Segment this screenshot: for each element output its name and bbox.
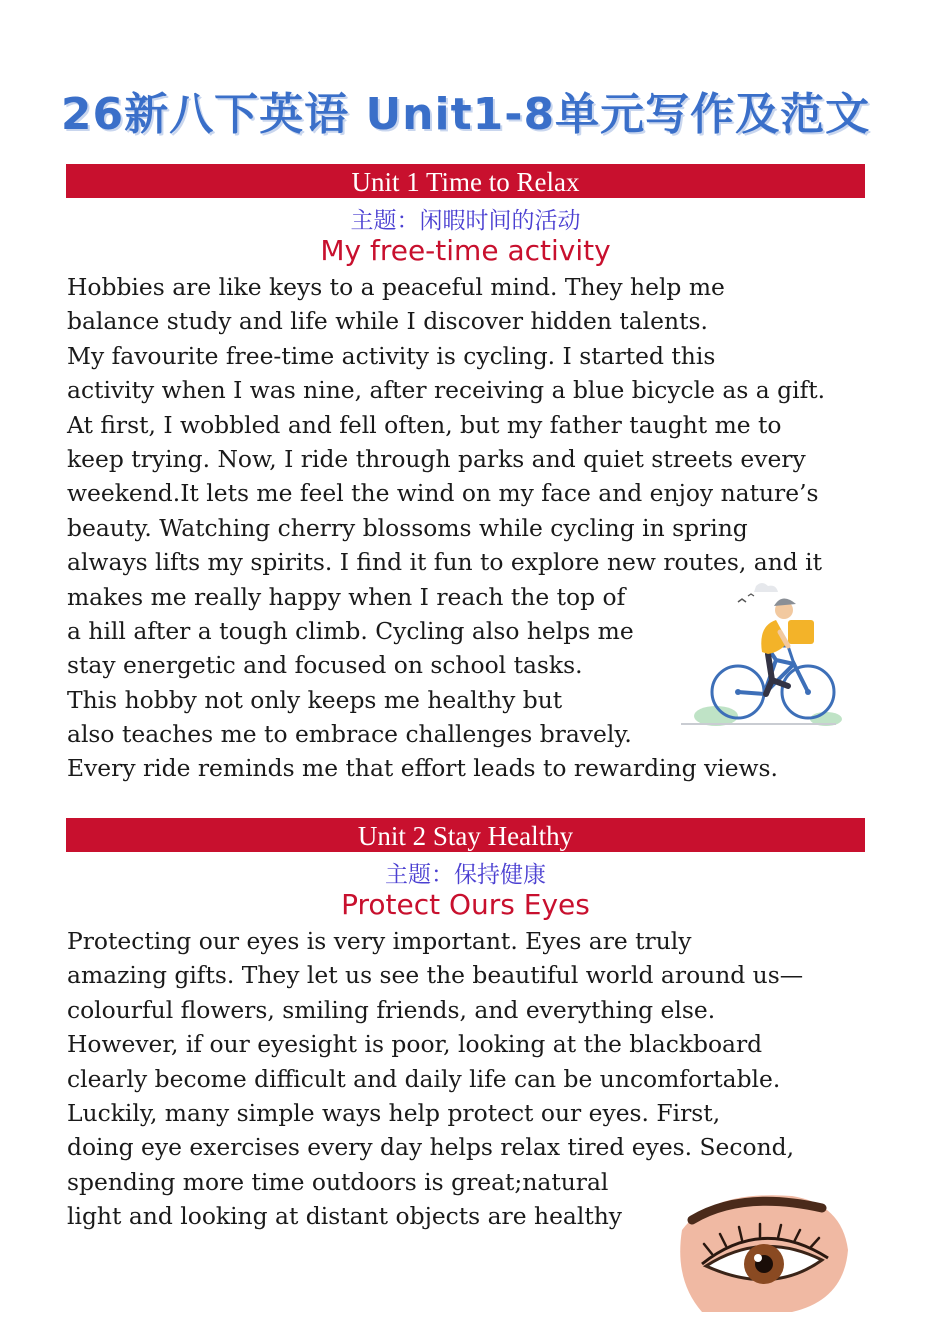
eye-illustration-icon bbox=[672, 1190, 852, 1314]
essay-line: This hobby not only keeps me healthy but bbox=[67, 685, 563, 714]
essay-line: stay energetic and focused on school tasks. bbox=[67, 651, 583, 680]
essay-line: light and looking at distant objects are healthy bbox=[67, 1202, 623, 1231]
essay-line: My favourite free-time activity is cycling. I started this bbox=[67, 341, 716, 370]
unit2-header-bar: Unit 2 Stay Healthy bbox=[66, 818, 865, 852]
essay-line: makes me really happy when I reach the top of bbox=[67, 582, 626, 611]
essay-line: Luckily, many simple ways help protect our eyes. First, bbox=[67, 1098, 721, 1127]
unit2-essay-body bbox=[67, 924, 803, 1234]
essay-line: doing eye exercises every day helps relax tired eyes. Second, bbox=[67, 1133, 795, 1162]
essay-line: At first, I wobbled and fell often, but my father taught me to bbox=[67, 410, 782, 439]
essay-line: clearly become difficult and daily life can be uncomfortable. bbox=[67, 1064, 781, 1093]
page-title: 26新八下英语 Unit1-8单元写作及范文 bbox=[60, 89, 871, 140]
essay-line: a hill after a tough climb. Cycling also helps me bbox=[67, 616, 634, 645]
essay-line: Every ride reminds me that effort leads to rewarding views. bbox=[67, 754, 778, 783]
unit1-header-bar: Unit 1 Time to Relax bbox=[66, 164, 865, 198]
essay-line: amazing gifts. They let us see the beautiful world around us— bbox=[67, 961, 804, 990]
essay-line: activity when I was nine, after receiving a blue bicycle as a gift. bbox=[67, 376, 826, 405]
essay-line: always lifts my spirits. I find it fun to explore new routes, and it bbox=[67, 548, 823, 577]
essay-line: spending more time outdoors is great;natural bbox=[67, 1167, 609, 1196]
essay-line: keep trying. Now, I ride through parks and quiet streets every bbox=[67, 444, 806, 473]
essay-line: balance study and life while I discover hidden talents. bbox=[67, 307, 708, 336]
unit1-topic: 主题：闲暇时间的活动 bbox=[350, 208, 581, 234]
essay-line: Hobbies are like keys to a peaceful mind. They help me bbox=[67, 273, 725, 301]
essay-line: Protecting our eyes is very important. Eyes are truly bbox=[67, 927, 692, 955]
essay-line: beauty. Watching cherry blossoms while cycling in spring bbox=[67, 513, 748, 542]
unit2-essay-title: Protect Ours Eyes bbox=[341, 888, 590, 921]
essay-line: However, if our eyesight is poor, looking at the blackboard bbox=[67, 1030, 763, 1059]
cyclist-illustration-icon bbox=[676, 576, 846, 736]
essay-line: weekend.It lets me feel the wind on my face and enjoy nature’s bbox=[67, 479, 819, 508]
essay-line: colourful flowers, smiling friends, and everything else. bbox=[67, 995, 716, 1024]
unit1-essay-title: My free-time activity bbox=[320, 234, 611, 267]
essay-line: also teaches me to embrace challenges bravely. bbox=[67, 720, 632, 749]
unit2-topic: 主题：保持健康 bbox=[385, 862, 546, 888]
